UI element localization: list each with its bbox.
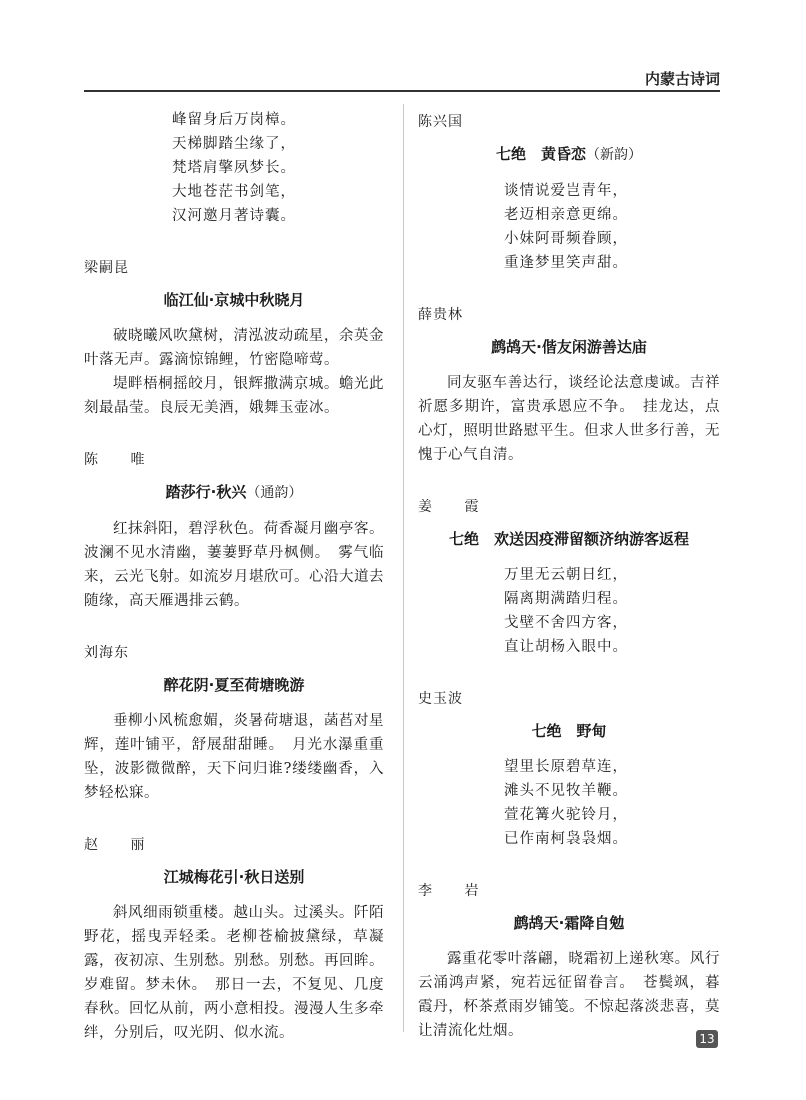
poem-line: 滩头不见牧羊鞭。 [504, 783, 628, 799]
poem-author: 李 岩 [418, 883, 493, 899]
poem-body [418, 371, 720, 467]
continued-poem [84, 108, 384, 228]
poem-paragraph: 斜风细雨锁重楼。越山头。过溪头。阡陌野花，摇曳弄轻柔。老柳苍榆披黛绿，草凝露，夜初凉、生别愁。别愁。别愁。再回眸。岁难留。梦未休。 那日一去，不复见、几度春秋。回忆从前，两小意相投。漫漫人生多牵绊，分别后，叹光阴、似水流。 [84, 905, 384, 1041]
poem-author: 陈 唯 [84, 452, 159, 468]
poem-paragraph: 同友驱车善达行，谈经论法意虔诚。吉祥祈愿多期许，富贵承恩应不争。 挂龙达，点心灯，照明世路慰平生。但求人世多行善，无愧于心气自清。 [418, 375, 720, 463]
poem-author: 刘海东 [84, 645, 129, 661]
poem-title: 鹧鸪天·偕友闲游善达庙 [491, 338, 647, 356]
poem-title: 江城梅花引·秋日送别 [163, 868, 305, 886]
poem-block [84, 835, 384, 1045]
poem-block [418, 305, 720, 467]
poem-line: 小妹阿哥频眷顾， [504, 231, 628, 247]
poem-paragraph: 露重花零叶落翩，晓霜初上递秋寒。风行云涌鸿声紧，宛若远征留眷言。 苍鬓飒，暮霞丹，杯茶煮雨岁铺笺。不惊起落淡悲喜，莫让清流化灶烟。 [418, 951, 720, 1039]
poem-line: 峰留身后万岗樟。 [172, 112, 296, 128]
poem-block [418, 112, 720, 275]
poem-paragraph: 红抹斜阳，碧浮秋色。荷香凝月幽亭客。波澜不见水清幽，萋萋野草丹枫侧。 雾气临来，云光飞射。如流岁月堪欣可。心沿大道去随缘，高天雁遇排云鹤。 [84, 521, 384, 609]
poem-line: 望里长原碧草连， [504, 759, 628, 775]
poem-author: 薛贵林 [418, 307, 463, 323]
poem-block [84, 450, 384, 613]
poem-title: 七绝 黄昏恋（新韵） [495, 145, 642, 163]
poem-block [418, 881, 720, 1043]
poem-title: 鹧鸪天·霜降自勉 [513, 914, 625, 932]
poem-paragraph: 垂柳小风梳愈媚，炎暑荷塘退，菡萏对星辉，莲叶铺平，舒展甜甜睡。 月光水瀑重重坠，波影微微醉，天下问归谁?缕缕幽香，入梦轻松寐。 [84, 713, 384, 801]
poem-line: 重逢梦里笑声甜。 [504, 255, 628, 271]
poem-paragraph: 堤畔梧桐摇皎月，银辉撒满京城。蟾光此刻最晶莹。良辰无美酒，娥舞玉壶冰。 [84, 376, 384, 416]
poem-block [418, 497, 720, 659]
poem-line: 大地苍茫书剑笔， [172, 184, 296, 200]
poem-body [84, 324, 384, 420]
poem-line: 隔离期满踏归程。 [504, 591, 628, 607]
poem-line: 萱花篝火驼铃月， [504, 807, 628, 823]
poem-body [418, 947, 720, 1043]
poem-block [418, 689, 720, 851]
poem-body [84, 709, 384, 805]
magazine-title: 内蒙古诗词 [644, 70, 720, 88]
header-rule [84, 90, 720, 92]
poem-line: 万里无云朝日红， [504, 567, 628, 583]
poem-author: 陈兴国 [418, 114, 463, 130]
poem-line: 直让胡杨入眼中。 [504, 639, 628, 655]
rhyme-note: （新韵） [586, 147, 642, 163]
poem-body [84, 901, 384, 1045]
poem-author: 梁嗣昆 [84, 260, 129, 276]
poem-line: 汉河邀月著诗囊。 [172, 208, 296, 224]
poem-title: 临江仙·京城中秋晓月 [163, 291, 305, 309]
poem-title: 七绝 欢送因疫滞留额济纳游客返程 [448, 530, 689, 548]
poem-line: 谈情说爱岂青年， [504, 183, 628, 199]
poem-line: 老迈相亲意更绵。 [504, 207, 628, 223]
poem-title: 七绝 野甸 [531, 722, 607, 740]
right-column [418, 108, 720, 1043]
poem-author: 姜 霞 [418, 499, 493, 515]
page-number: 13 [696, 1030, 718, 1048]
poem-line: 已作南柯袅袅烟。 [504, 831, 628, 847]
left-column [84, 108, 384, 1045]
poem-author: 史玉波 [418, 691, 463, 707]
poem-line: 梵塔肩擎夙梦长。 [172, 160, 296, 176]
poem-author: 赵 丽 [84, 837, 159, 853]
poem-block [84, 258, 384, 420]
poem-block [84, 643, 384, 805]
poem-line: 戈壁不舍四方客， [504, 615, 628, 631]
rhyme-note: （通韵） [246, 485, 303, 501]
poem-paragraph: 破晓曦风吹黛树，清泓波动疏星，余英金叶落无声。露滴惊锦鲤，竹密隐啼莺。 [84, 328, 384, 368]
poem-line: 天梯脚踏尘缘了， [172, 136, 296, 152]
poem-title: 醉花阴·夏至荷塘晚游 [163, 676, 305, 694]
poem-title: 踏莎行·秋兴（通韵） [165, 483, 303, 501]
poem-body [84, 517, 384, 613]
column-divider [403, 104, 404, 1032]
